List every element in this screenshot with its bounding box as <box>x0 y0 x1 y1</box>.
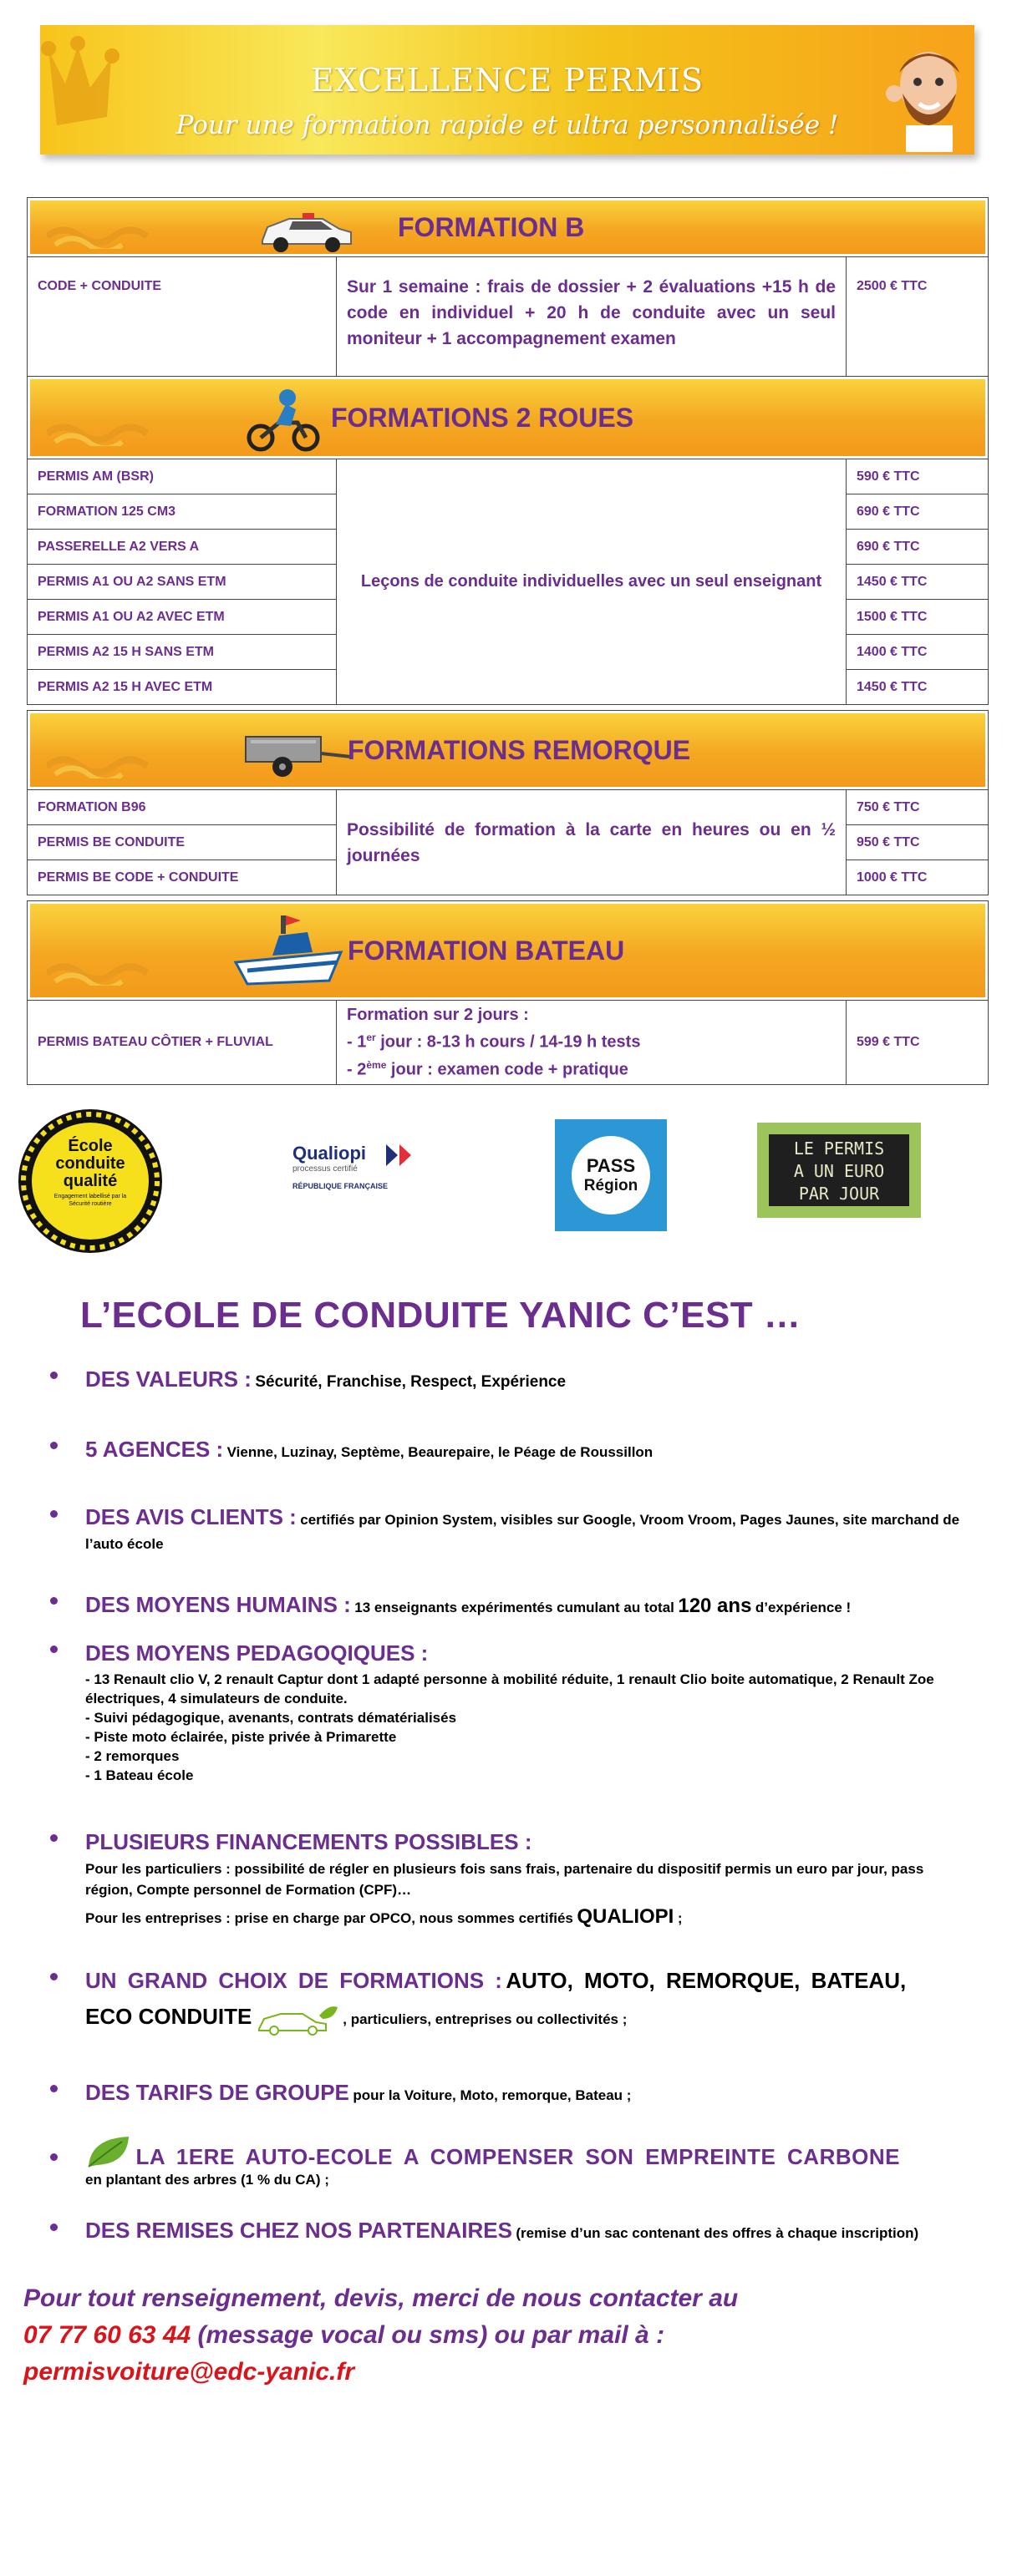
logo-small-text: Engagement labellisé par la Sécurité routière <box>53 1194 127 1207</box>
table-row-label: PASSERELLE A2 VERS A <box>28 530 337 565</box>
bullet-text: 13 enseignants expérimentés cumulant au total <box>354 1600 674 1615</box>
formations-2-roues-title: FORMATIONS 2 ROUES <box>331 402 634 433</box>
formation-b-title: FORMATION B <box>398 211 585 242</box>
logo-text: conduite <box>55 1154 125 1173</box>
bateau-line-1: Formation sur 2 jours : <box>347 1006 529 1024</box>
formation-b-price: 2500 € TTC <box>847 257 989 379</box>
mascot-icon <box>882 35 974 152</box>
boat-icon <box>231 910 348 994</box>
bullet-dot-icon <box>50 1645 58 1653</box>
bullet-text: certifiés par Opinion System, visibles sur Google, Vroom Vroom, Pages Jaunes, site marchand de l’auto école <box>85 1512 960 1552</box>
formations-remorque-title: FORMATIONS REMORQUE <box>348 734 691 765</box>
bullet-text: Sécurité, Franchise, Respect, Expérience <box>255 1373 567 1391</box>
formations-2-roues-header <box>28 377 988 459</box>
pass-text: PASS <box>586 1155 636 1176</box>
bullet-text: Pour les particuliers : possibilité de régler en plusieurs fois sans frais, partenaire du dispositif permis un euro par jour, pass région, Compte personnel de Formation (CPF)… <box>85 1861 924 1898</box>
bullet-dot-icon <box>50 1834 58 1842</box>
formation-bateau-header <box>28 901 988 1000</box>
list-item <box>85 1505 971 1557</box>
table-row-price: 590 € TTC <box>847 459 989 494</box>
bullet-highlight: AUTO, MOTO, REMORQUE, BATEAU, <box>506 1968 907 1993</box>
table-row-price: 1450 € TTC <box>847 670 989 705</box>
list-item <box>85 2133 971 2188</box>
speed-lines-icon <box>47 413 164 446</box>
pedago-line: - 2 remorques <box>85 1748 180 1764</box>
pedago-line: - 13 Renault clio V, 2 renault Captur dont 1 adapté personne à mobilité réduite, 1 renault Clio boite automatique, 2 Renault Zoe électriques, 4 simulateurs de conduite. <box>85 1671 934 1706</box>
eco-car-icon <box>256 2004 339 2037</box>
bullet-dot-icon <box>50 1973 58 1980</box>
formations-remorque-header <box>28 711 988 789</box>
table-row-price: 1450 € TTC <box>847 565 989 600</box>
bullet-text: , particuliers, entreprises ou collectivités ; <box>343 2011 628 2028</box>
pedago-line: - Piste moto éclairée, piste privée à Primarette <box>85 1729 397 1745</box>
formation-bateau-price: 599 € TTC <box>847 1001 989 1085</box>
list-item <box>85 1829 971 1929</box>
formation-b-label: CODE + CONDUITE <box>28 257 337 379</box>
bullet-text: (remise d’un sac contenant des offres à chaque inscription) <box>516 2225 919 2241</box>
bullet-dot-icon <box>50 1372 58 1379</box>
pedago-line: - 1 Bateau école <box>85 1767 194 1783</box>
contact-email[interactable]: permisvoiture@edc-yanic.fr <box>23 2358 355 2386</box>
formations-2-roues-description: Leçons de conduite individuelles avec un seul enseignant <box>337 459 847 705</box>
list-item <box>85 2219 971 2246</box>
logo-text: LE PERMIS <box>793 1138 885 1159</box>
header-banner <box>40 25 974 155</box>
bullet-heading: DES MOYENS PEDAGOQIQUES : <box>85 1640 429 1666</box>
bullet-heading: LA 1ERE AUTO-ECOLE A COMPENSER SON EMPREINTE CARBONE <box>135 2144 900 2169</box>
bullet-heading: UN GRAND CHOIX DE FORMATIONS : <box>85 1968 502 1993</box>
bullet-highlight: QUALIOPI <box>577 1905 674 1928</box>
bullet-text: Pour les entreprises : prise en charge par OPCO, nous sommes certifiés <box>85 1910 573 1926</box>
list-item <box>85 1640 971 1785</box>
bullet-text: Vienne, Luzinay, Septème, Beaurepaire, le Péage de Roussillon <box>226 1444 653 1460</box>
contact-phone[interactable]: 07 77 60 63 44 <box>23 2321 191 2349</box>
speed-lines-icon <box>47 745 164 778</box>
list-item <box>85 1968 971 2037</box>
table-row-label: PERMIS BE CONDUITE <box>28 825 337 860</box>
table-row-label: PERMIS A1 OU A2 SANS ETM <box>28 565 337 600</box>
bullet-heading: DES VALEURS : <box>85 1367 252 1392</box>
bullet-heading: 5 AGENCES : <box>85 1437 224 1462</box>
banner-title: EXCELLENCE PERMIS <box>310 62 704 99</box>
formations-remorque-table <box>27 710 989 895</box>
logo-text: A UN EURO <box>793 1161 885 1181</box>
table-row-label: PERMIS A1 OU A2 AVEC ETM <box>28 600 337 635</box>
pedago-line: - Suivi pédagogique, avenants, contrats dématérialisés <box>85 1710 457 1726</box>
formations-2-roues-table <box>27 376 989 705</box>
formation-bateau-description <box>337 1001 847 1085</box>
formation-b-table <box>27 197 989 379</box>
table-row-label: PERMIS A2 15 H AVEC ETM <box>28 670 337 705</box>
table-row-price: 690 € TTC <box>847 530 989 565</box>
formation-b-header <box>28 198 988 256</box>
qualiopi-arrows-icon <box>386 1144 418 1166</box>
logo-text: PAR JOUR <box>798 1184 880 1204</box>
bullet-dot-icon <box>50 1442 58 1449</box>
table-row-label: PERMIS AM (BSR) <box>28 459 337 494</box>
bullet-dot-icon <box>50 1510 58 1518</box>
table-row-label: PERMIS BE CODE + CONDUITE <box>28 860 337 895</box>
list-item <box>85 1592 971 1618</box>
bullet-heading: DES TARIFS DE GROUPE <box>85 2080 349 2105</box>
table-row-label: FORMATION B96 <box>28 790 337 825</box>
bullet-heading: DES REMISES CHEZ NOS PARTENAIRES <box>85 2218 512 2243</box>
speed-lines-icon <box>47 952 164 986</box>
logo-text: qualité <box>63 1172 118 1190</box>
bullet-text: en plantant des arbres (1 % du CA) ; <box>85 2172 329 2188</box>
logo-text: École <box>68 1137 113 1155</box>
bullet-highlight: ECO CONDUITE <box>85 2004 252 2030</box>
qualiopi-name: Qualiopi <box>292 1143 366 1164</box>
motorcycle-icon <box>246 384 321 454</box>
list-item <box>85 1367 971 1392</box>
permis-un-euro-logo <box>757 1123 921 1218</box>
bullet-dot-icon <box>50 2085 58 2092</box>
qualiopi-republique: RÉPUBLIQUE FRANÇAISE <box>292 1182 389 1190</box>
contact-block <box>23 2280 943 2391</box>
banner-subtitle: Pour une formation rapide et ultra personnalisée ! <box>175 110 839 140</box>
bullet-heading: PLUSIEURS FINANCEMENTS POSSIBLES : <box>85 1829 532 1854</box>
pedago-lines <box>85 1670 971 1785</box>
contact-line: (message vocal ou sms) ou par mail à : <box>191 2321 665 2349</box>
formations-remorque-description: Possibilité de formation à la carte en heures ou en ½ journées <box>337 790 847 895</box>
formation-bateau-table <box>27 900 989 1085</box>
table-row-label: PERMIS A2 15 H SANS ETM <box>28 635 337 670</box>
qualiopi-logo <box>292 1143 418 1209</box>
bullet-text: d’expérience ! <box>755 1600 852 1615</box>
qualiopi-sub: processus certifié <box>292 1164 358 1174</box>
bateau-line-3: - 2ème jour : examen code + pratique <box>347 1058 628 1079</box>
ecole-conduite-qualite-logo <box>17 1108 164 1255</box>
bullet-dot-icon <box>50 1597 58 1605</box>
formation-b-description: Sur 1 semaine : frais de dossier + 2 évaluations +15 h de code en individuel + 20 h de conduite avec un seul moniteur + 1 accompagnement examen <box>337 257 847 379</box>
bullet-text: ; <box>677 1910 683 1926</box>
contact-line: Pour tout renseignement, devis, merci de nous contacter au <box>23 2284 739 2312</box>
table-row-price: 690 € TTC <box>847 494 989 530</box>
bullet-highlight: 120 ans <box>678 1595 752 1617</box>
bullet-heading: DES AVIS CLIENTS : <box>85 1504 297 1529</box>
speed-lines-icon <box>47 216 164 249</box>
trailer-icon <box>239 728 356 780</box>
car-icon <box>256 205 356 256</box>
bullet-dot-icon <box>50 2224 58 2231</box>
bullet-text: pour la Voiture, Moto, remorque, Bateau ; <box>353 2087 632 2103</box>
bateau-line-2: - 1er jour : 8-13 h cours / 14-19 h tests <box>347 1032 641 1052</box>
table-row-price: 1400 € TTC <box>847 635 989 670</box>
formation-bateau-label: PERMIS BATEAU CÔTIER + FLUVIAL <box>28 1001 337 1085</box>
table-row-price: 750 € TTC <box>847 790 989 825</box>
region-text: Région <box>583 1177 638 1194</box>
bullet-dot-icon <box>50 2153 58 2161</box>
formation-bateau-title: FORMATION BATEAU <box>348 935 625 966</box>
school-title: L’ECOLE DE CONDUITE YANIC C’EST … <box>80 1295 801 1336</box>
table-row-price: 1000 € TTC <box>847 860 989 895</box>
list-item <box>85 2080 971 2106</box>
bullet-heading: DES MOYENS HUMAINS : <box>85 1592 351 1617</box>
list-item <box>85 1437 971 1463</box>
pass-region-logo <box>555 1119 667 1231</box>
table-row-price: 1500 € TTC <box>847 600 989 635</box>
table-row-label: FORMATION 125 CM3 <box>28 494 337 530</box>
leaf-icon <box>85 2133 132 2170</box>
table-row-price: 950 € TTC <box>847 825 989 860</box>
